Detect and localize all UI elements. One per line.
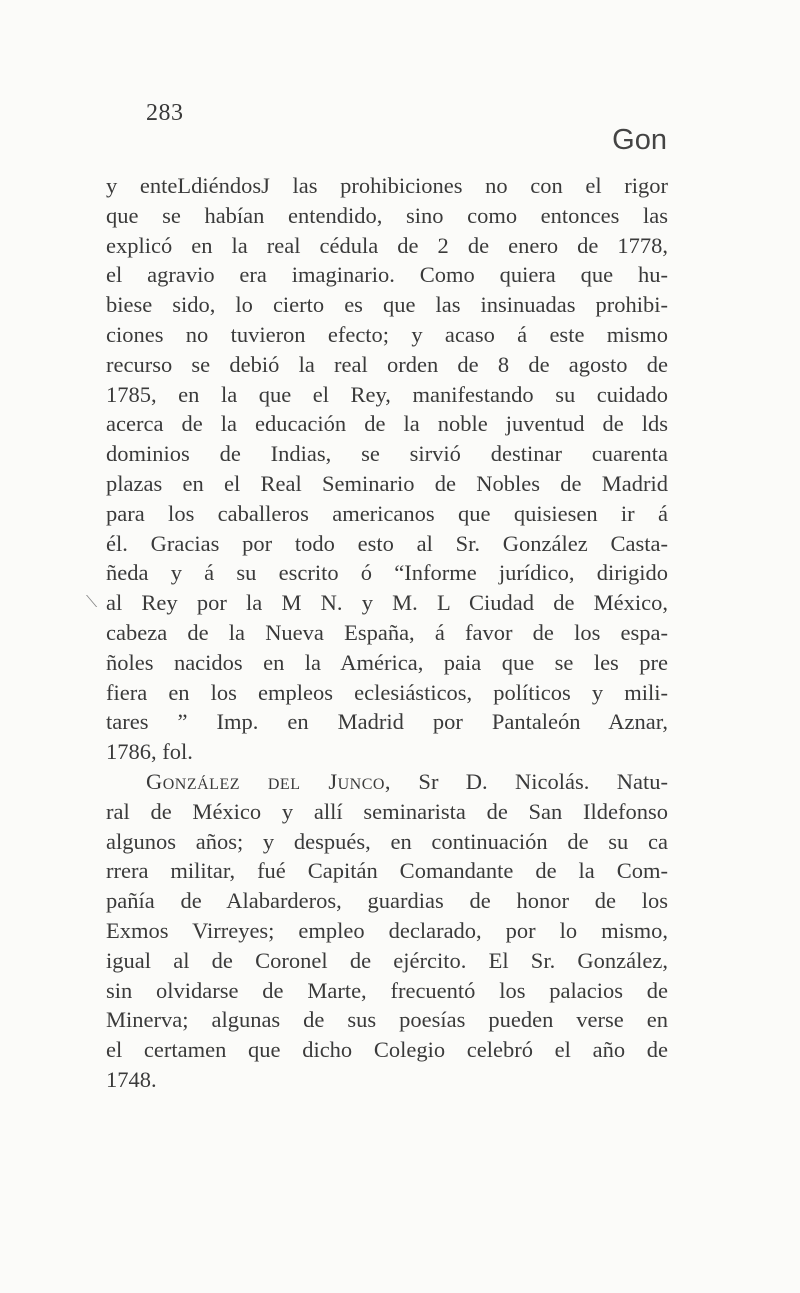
text-line: ñoles nacidos en la América, paia que se les pre (106, 649, 668, 675)
text-line: 1748. (106, 1066, 157, 1092)
text-line: él. Gracias por todo esto al Sr. González Casta- (106, 530, 668, 556)
text-line: igual al de Coronel de ejército. El Sr. González, (106, 947, 668, 973)
text-line: fiera en los empleos eclesiásticos, políticos y mili- (106, 679, 668, 705)
text-line: pañía de Alabarderos, guardias de honor de los (106, 888, 668, 914)
text-line: dominios de Indias, se sirvió destinar cuarenta (106, 441, 668, 467)
text-line: Minerva; algunas de sus poesías pueden verse en (106, 1007, 668, 1033)
text-line: Exmos Virreyes; empleo declarado, por lo mismo, (106, 917, 668, 943)
text-line: para los caballeros americanos que quisiesen ir á (106, 500, 668, 526)
text-line: biese sido, lo cierto es que las insinuadas prohibi- (106, 292, 668, 318)
text-line: rrera militar, fué Capitán Comandante de la Com- (106, 858, 668, 884)
text-line: ñeda y á su escrito ó “Informe jurídico, dirigido (106, 560, 668, 586)
text-line: al Rey por la M N. y M. L Ciudad de México, (106, 590, 668, 616)
text-line: el agravio era imaginario. Como quiera que hu- (106, 262, 668, 288)
text-line: 1785, en la que el Rey, manifestando su cuidado (106, 381, 668, 407)
text-line: 1786, fol. (106, 739, 193, 765)
text-line: sin olvidarse de Marte, frecuentó los palacios de (106, 977, 668, 1003)
text-line: tares ” Imp. en Madrid por Pantaleón Aznar, (106, 709, 668, 735)
text-line: cabeza de la Nueva España, á favor de los espa- (106, 619, 668, 645)
margin-mark-icon: ⟍ (86, 594, 98, 611)
text-line: ral de México y allí seminarista de San Ildefonso (106, 798, 668, 824)
entry-first-line: Sr D. Nicolás. Natu- (391, 768, 668, 794)
text-line: explicó en la real cédula de 2 de enero de 1778, (106, 232, 668, 258)
text-line: que se habían entendido, sino como entonces las (106, 202, 668, 228)
body-text (106, 171, 668, 1095)
text-line: el certamen que dicho Colegio celebró el año de (106, 1037, 668, 1063)
text-line: acerca de la educación de la noble juventud de lds (106, 411, 668, 437)
page-number: 283 (146, 100, 184, 126)
text-line: recurso se debió la real orden de 8 de agosto de (106, 351, 668, 377)
entry-name: González del Junco, (146, 768, 392, 794)
entry-heading-line (106, 767, 668, 797)
text-line: algunos años; y después, en continuación de su ca (106, 828, 668, 854)
text-line: y enteLdiéndosJ las prohibiciones no con el rigor (106, 173, 668, 198)
text-line: ciones no tuvieron efecto; y acaso á este mismo (106, 321, 668, 347)
text-line: plazas en el Real Seminario de Nobles de Madrid (106, 470, 668, 496)
running-head: Gon (612, 124, 667, 156)
